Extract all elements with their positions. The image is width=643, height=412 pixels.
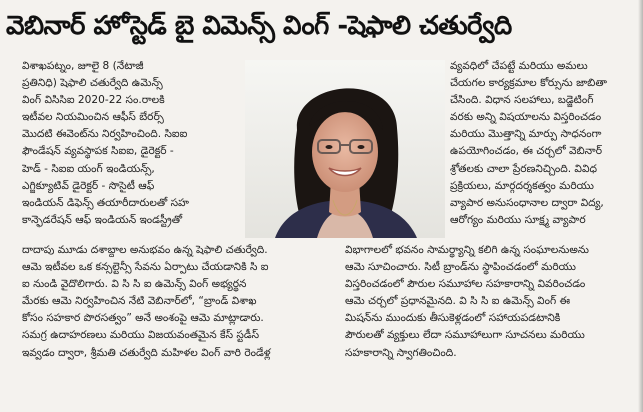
article-line: ప్రక్రియలు, మార్గదర్శకత్వం మరియు xyxy=(450,179,594,192)
article-line: ఎగ్జిక్యూటివ్ డైరెక్టర్ - సొసైటీ ఆఫ్ xyxy=(22,179,155,192)
article-line: ఇండియన్ డిఫెన్స్ తయారీదారులతో సహ xyxy=(22,196,190,209)
article-column-right-bottom xyxy=(345,242,636,362)
article-line: సమగ్ర ఉదాహరణలు మరియు విజయవంతమైన కేస్ స్టడీస్ xyxy=(22,329,260,342)
article-line: వింగ్ విసిసిఐ 2020-22 సం.రాలకి xyxy=(22,94,165,107)
article-line: చేయగల కార్యక్రమాల కోర్సును జాబితా xyxy=(450,77,607,90)
article-line: హెడ్ - సిఐఐ యంగ్ ఇండియన్స్, xyxy=(22,162,155,175)
article-line: ఆమె సూచించారు. సిటీ బ్రాండ్‌ను స్థాపించడంలో మరియు xyxy=(345,261,576,274)
article-line: ఆరోగ్యం మరియు సూక్ష్మ వ్యాపార xyxy=(450,213,586,226)
article-line: ప్రతినిధి) షెఫాలి చతుర్వేది ఉమెన్స్ xyxy=(22,77,163,90)
article-line: ఉపయోగించడం, ఈ చర్చలో వెబినార్ xyxy=(450,145,602,158)
article-line: చేసింది. విధాన సలహాలు, బడ్జెటింగ్ xyxy=(450,94,594,107)
article-line: ఫౌండేషన్ వ్యవస్థాపక సిఐఐ, డైరెక్టర్ - xyxy=(22,145,174,158)
article-line: వరకు అన్ని విషయాలను విస్తరించడం xyxy=(450,111,602,124)
article-line: సహకారాన్ని స్వాగతించింది. xyxy=(345,346,457,359)
article-line: ఆమె ఇటీవల ఒక కన్సల్టెన్సీ సేవను ఏర్పాటు చేయడానికి సి ఐ xyxy=(22,261,269,274)
article-line: విభాగాలలో భవనం సామర్థ్యాన్ని కలిగి ఉన్న సంఘాలనుఅను xyxy=(345,244,589,256)
article-line: విశాఖపట్నం, జూలై 8 (నేటాజీ xyxy=(22,60,144,72)
headline: వెబినార్ హోస్టెడ్ బై విమెన్స్ వింగ్ -షెఫాలి చతుర్వేది xyxy=(6,11,512,41)
portrait-illustration xyxy=(245,60,445,238)
article-column-left-bottom xyxy=(22,242,340,362)
article-line: పౌరులతో వ్యక్తులు లేదా సమూహాలుగా సూచనలు మరియు xyxy=(345,329,585,342)
article-line: కాన్ఫెడరేషన్ ఆఫ్ ఇండియన్ ఇండస్ట్రీతో xyxy=(22,213,183,226)
article-line: ఐ నుండి వైదొలిగారు. వి సి సి ఐ ఉమెన్స్ వింగ్ అభ్యర్థన xyxy=(22,278,247,291)
article-line: మిషన్‌ను ముందుకు తీసుకెళ్లడంలో సహాయపడటానికి xyxy=(345,312,561,325)
article-line: ఇవ్వడం ద్వారా, శ్రీమతి చతుర్వేది మహిళల వింగ్ వారి రెండేళ్ల xyxy=(22,346,271,359)
article-line: వ్యాపార అనుసంధానాల ద్వారా విద్య, xyxy=(450,196,604,209)
article-line: శ్రోతలకు చాలా ప్రేరణనిచ్చింది. వివిధ xyxy=(450,162,597,175)
article-line: కోసం సహకార పొరసత్వం” అనే అంశంపై ఆమె మాట్లాడారు. xyxy=(22,312,264,325)
article-line: వ్యవధిలో చేపట్టే మరియు అమలు xyxy=(450,60,588,72)
article-line: దాదాపు మూడు దశాబ్దాల అనుభవం ఉన్న షెఫాలి చతుర్వేది. xyxy=(22,244,268,256)
page-edge-shadow xyxy=(638,0,643,412)
article-line: మొదటి ఈవెంట్‌ను నిర్వహించింది. సిఐఐ xyxy=(22,128,188,141)
article-line: ఆమె చర్చలో ప్రధానమైనది. వి సి సి ఐ ఉమెన్స్ వింగ్ ఈ xyxy=(345,295,571,308)
article-line: మరియు మొత్తాన్ని మార్పు సాధనంగా xyxy=(450,128,602,141)
article-line: మేరకు ఆమె నిర్వహించిన నేటి వెబినార్‌లో, “బ్రాండ్ విశాఖ xyxy=(22,295,257,308)
article-line: ఇటీవల నియమించిన ఆఫీస్ బేరర్స్ xyxy=(22,111,164,124)
article-line: విస్తరించడంలో పౌరుల సమూహాల సహకారాన్ని వివరించడం xyxy=(345,278,586,291)
article-column-right-top xyxy=(450,58,636,229)
portrait-photo xyxy=(245,60,445,238)
